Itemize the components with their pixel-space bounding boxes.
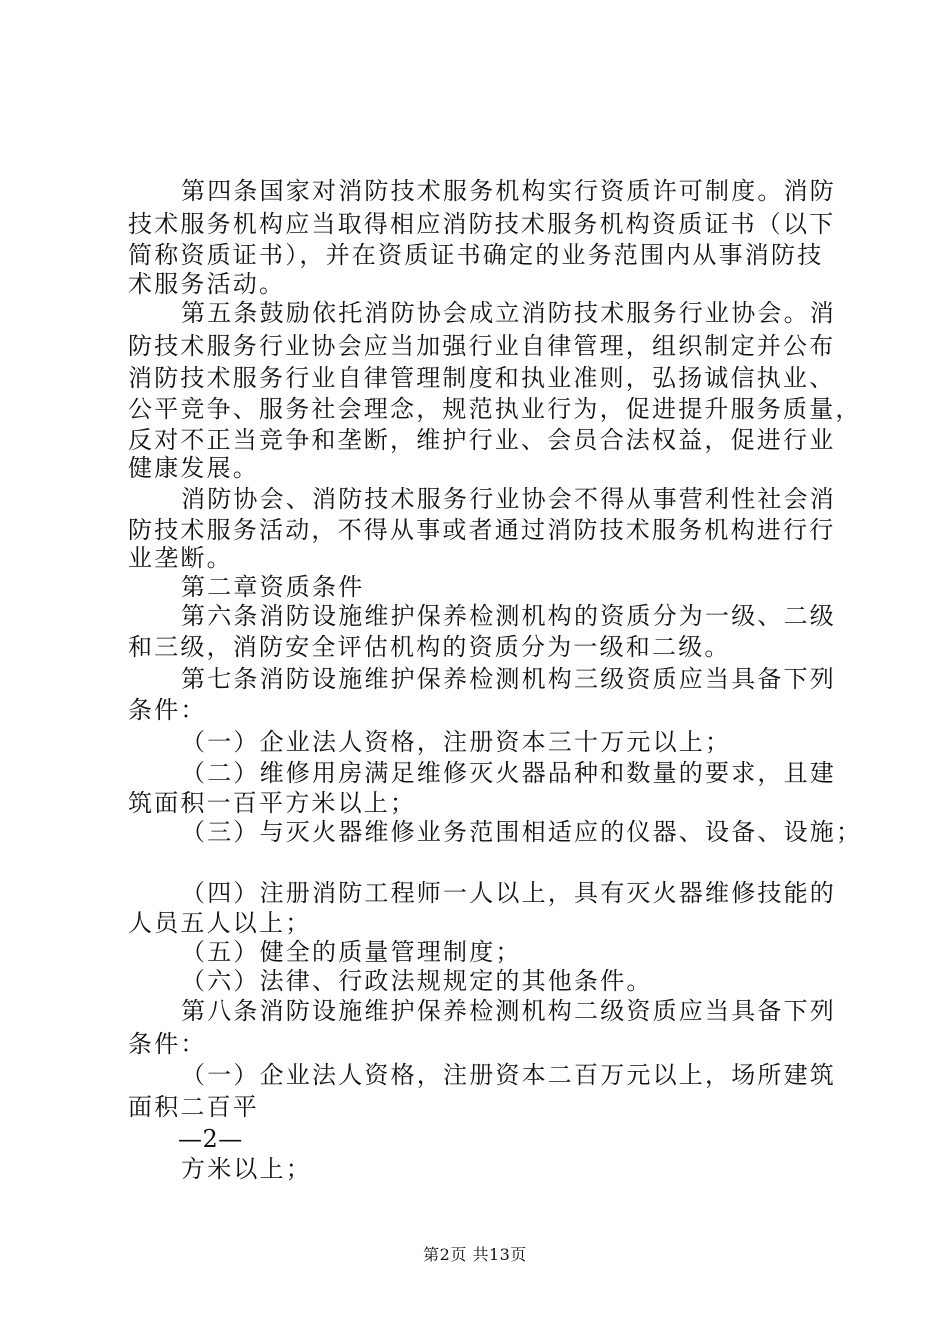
text-line: 筑面积一百平方米以上； bbox=[128, 789, 417, 817]
text-line: 公平竞争、服务社会理念，规范执业行为，促进提升服务质量， bbox=[128, 395, 862, 423]
text-line: 条件： bbox=[128, 696, 207, 724]
text-line: （五）健全的质量管理制度； bbox=[181, 938, 522, 966]
page-number-footer: 第2页 共13页 bbox=[423, 1245, 527, 1264]
text-line: （二）维修用房满足维修灭火器品种和数量的要求，且建 bbox=[181, 759, 836, 787]
text-line: 消防协会、消防技术服务行业协会不得从事营利性社会消 bbox=[181, 485, 836, 513]
section-heading: 第二章资质条件 bbox=[181, 573, 365, 601]
text-line: 面积二百平 bbox=[128, 1093, 259, 1121]
text-line: 第八条消防设施维护保养检测机构二级资质应当具备下列 bbox=[181, 997, 836, 1025]
text-line: （一）企业法人资格，注册资本二百万元以上，场所建筑 bbox=[181, 1061, 836, 1089]
text-line: 人员五人以上； bbox=[128, 909, 312, 937]
text-line: 防技术服务行业协会应当加强行业自律管理，组织制定并公布 bbox=[128, 332, 836, 360]
text-line: 第六条消防设施维护保养检测机构的资质分为一级、二级 bbox=[181, 602, 836, 630]
text-line: 反对不正当竞争和垄断，维护行业、会员合法权益，促进行业 bbox=[128, 426, 836, 454]
text-line: 简称资质证书），并在资质证书确定的业务范围内从事消防技 bbox=[128, 241, 824, 269]
text-line: 第五条鼓励依托消防协会成立消防技术服务行业协会。消 bbox=[181, 299, 836, 327]
text-line: 技术服务机构应当取得相应消防技术服务机构资质证书（以下 bbox=[128, 210, 836, 238]
text-line: 条件： bbox=[128, 1030, 207, 1058]
text-line: （六）法律、行政法规规定的其他条件。 bbox=[181, 967, 653, 995]
text-line: （一）企业法人资格，注册资本三十万元以上； bbox=[181, 728, 732, 756]
text-line: 和三级，消防安全评估机构的资质分为一级和二级。 bbox=[128, 633, 731, 661]
text-line: 消防技术服务行业自律管理制度和执业准则，弘扬诚信执业、 bbox=[128, 364, 836, 392]
text-line: 第四条国家对消防技术服务机构实行资质许可制度。消防 bbox=[181, 177, 836, 205]
text-line: 方米以上； bbox=[181, 1155, 312, 1183]
inline-page-marker: —2— bbox=[178, 1125, 243, 1153]
text-line: 术服务活动。 bbox=[128, 270, 286, 298]
text-line: 第七条消防设施维护保养检测机构三级资质应当具备下列 bbox=[181, 665, 836, 693]
text-line: 健康发展。 bbox=[128, 454, 259, 482]
text-line: 防技术服务活动，不得从事或者通过消防技术服务机构进行行 bbox=[128, 516, 836, 544]
text-line: （三）与灭火器维修业务范围相适应的仪器、设备、设施； bbox=[181, 818, 863, 846]
text-line: 业垄断。 bbox=[128, 544, 233, 572]
text-line: （四）注册消防工程师一人以上，具有灭火器维修技能的 bbox=[181, 879, 836, 907]
